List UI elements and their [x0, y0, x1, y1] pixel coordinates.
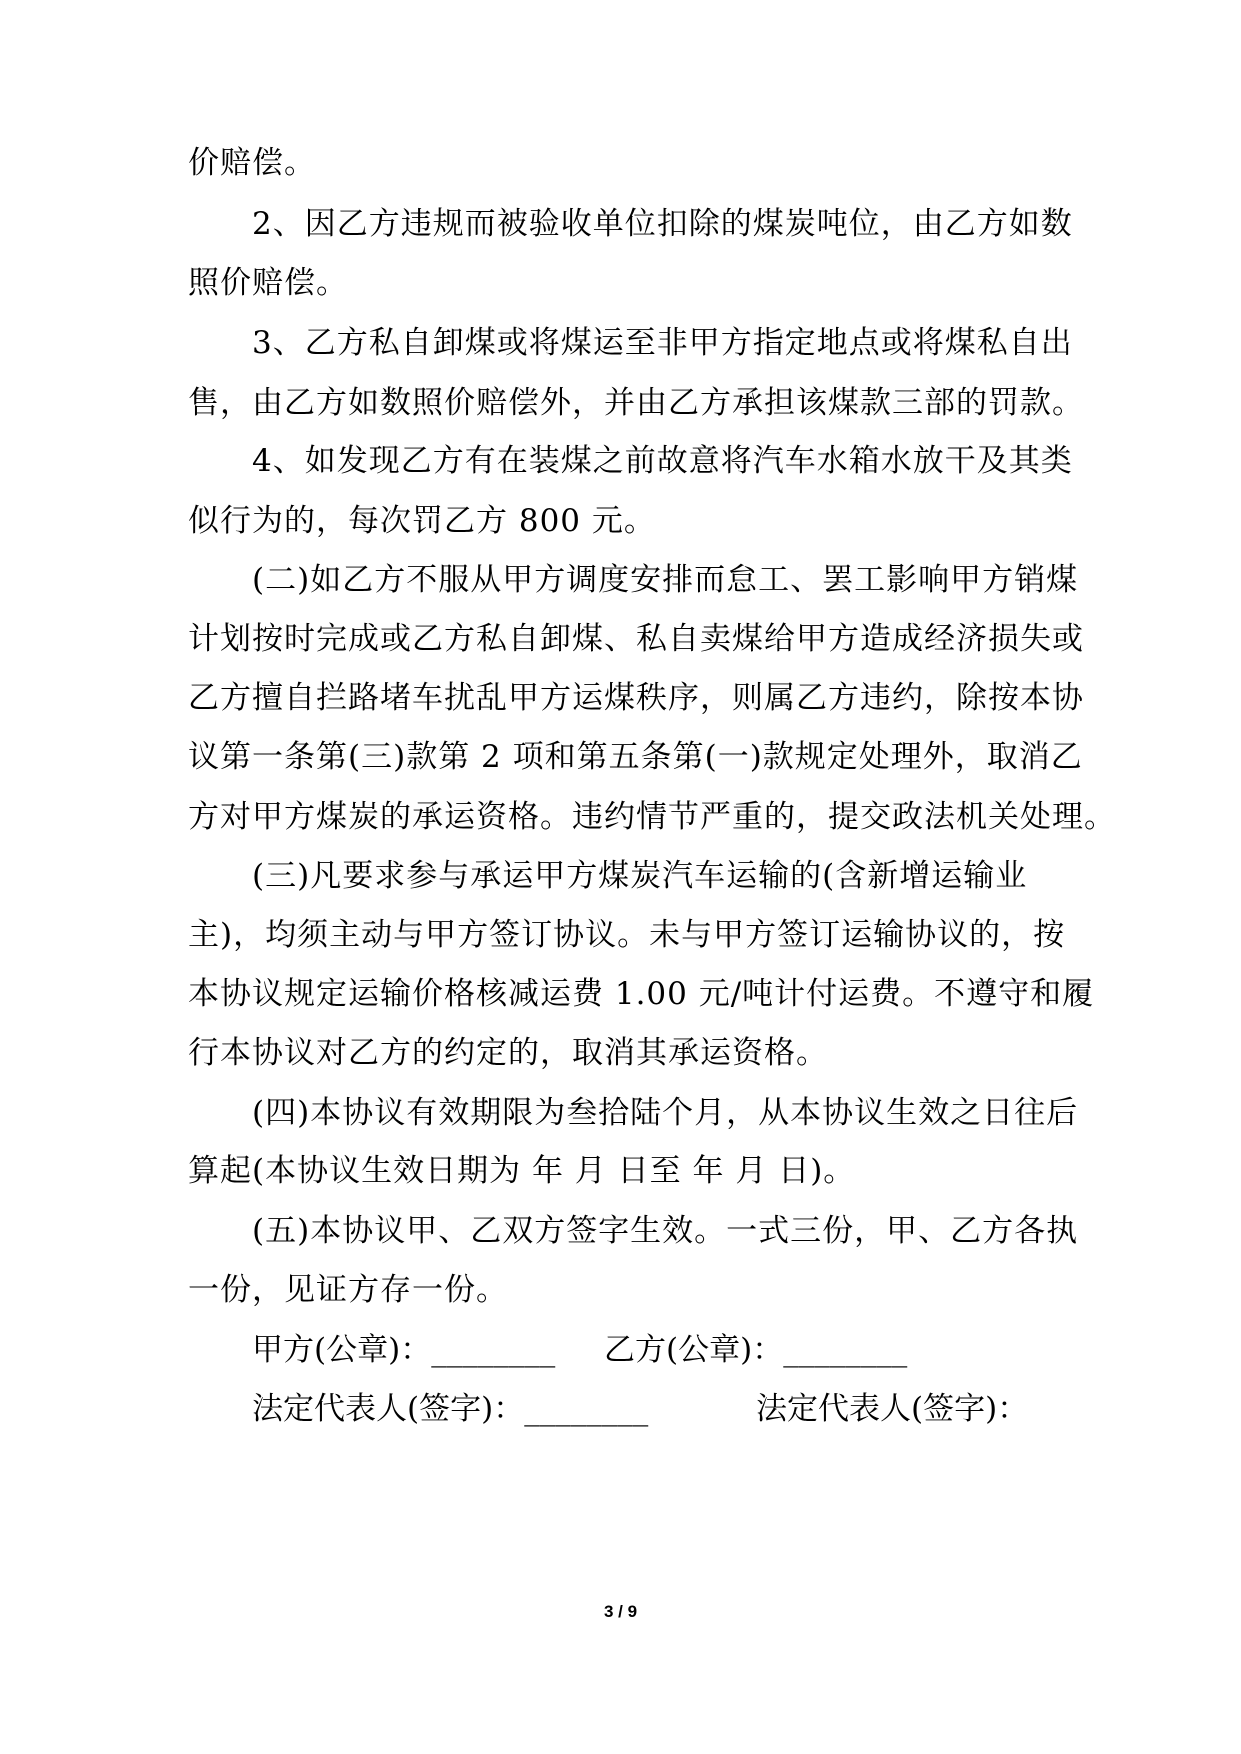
paragraph-line: 乙方擅自拦路堵车扰乱甲方运煤秩序，则属乙方违约，除按本协	[188, 680, 1084, 716]
party-b-representative-line: 法定代表人(签字)：	[756, 1391, 1029, 1427]
paragraph-line: 主)，均须主动与甲方签订协议。未与甲方签订运输协议的，按	[188, 917, 1066, 953]
paragraph-line: 4、如发现乙方有在装煤之前故意将汽车水箱水放干及其类	[252, 443, 1073, 479]
paragraph-line: 3、乙方私自卸煤或将煤运至非甲方指定地点或将煤私自出	[252, 325, 1073, 361]
paragraph-line: 似行为的，每次罚乙方 800 元。	[188, 503, 656, 539]
party-a-seal-line: 甲方(公章)：________	[252, 1332, 556, 1368]
paragraph-line: (四)本协议有效期限为叁拾陆个月，从本协议生效之日往后	[252, 1095, 1079, 1131]
paragraph-line: 算起(本协议生效日期为 年 月 日至 年 月 日)。	[188, 1153, 856, 1189]
paragraph-line: 2、因乙方违规而被验收单位扣除的煤炭吨位，由乙方如数	[252, 206, 1073, 242]
paragraph-line: 计划按时完成或乙方私自卸煤、私自卖煤给甲方造成经济损失或	[188, 621, 1084, 657]
paragraph-line: 一份，见证方存一份。	[188, 1272, 508, 1308]
page-number: 3 / 9	[603, 1602, 638, 1621]
paragraph-line: 照价赔偿。	[188, 265, 348, 301]
paragraph-line: 方对甲方煤炭的承运资格。违约情节严重的，提交政法机关处理。	[188, 799, 1116, 835]
paragraph-line: 议第一条第(三)款第 2 项和第五条第(一)款规定处理外，取消乙	[188, 739, 1083, 775]
paragraph-line: 价赔偿。	[188, 145, 316, 181]
party-b-seal-line: 乙方(公章)：________	[604, 1332, 908, 1368]
paragraph-line: 本协议规定运输价格核减运费 1.00 元/吨计付运费。不遵守和履	[188, 976, 1095, 1012]
paragraph-line: 行本协议对乙方的约定的，取消其承运资格。	[188, 1035, 828, 1071]
party-a-representative-line: 法定代表人(签字)：________	[252, 1391, 649, 1427]
paragraph-line: (五)本协议甲、乙双方签字生效。一式三份，甲、乙方各执	[252, 1213, 1079, 1249]
paragraph-line: (三)凡要求参与承运甲方煤炭汽车运输的(含新增运输业	[252, 858, 1028, 894]
paragraph-line: (二)如乙方不服从甲方调度安排而怠工、罢工影响甲方销煤	[252, 562, 1079, 598]
paragraph-line: 售，由乙方如数照价赔偿外，并由乙方承担该煤款三部的罚款。	[188, 385, 1084, 421]
